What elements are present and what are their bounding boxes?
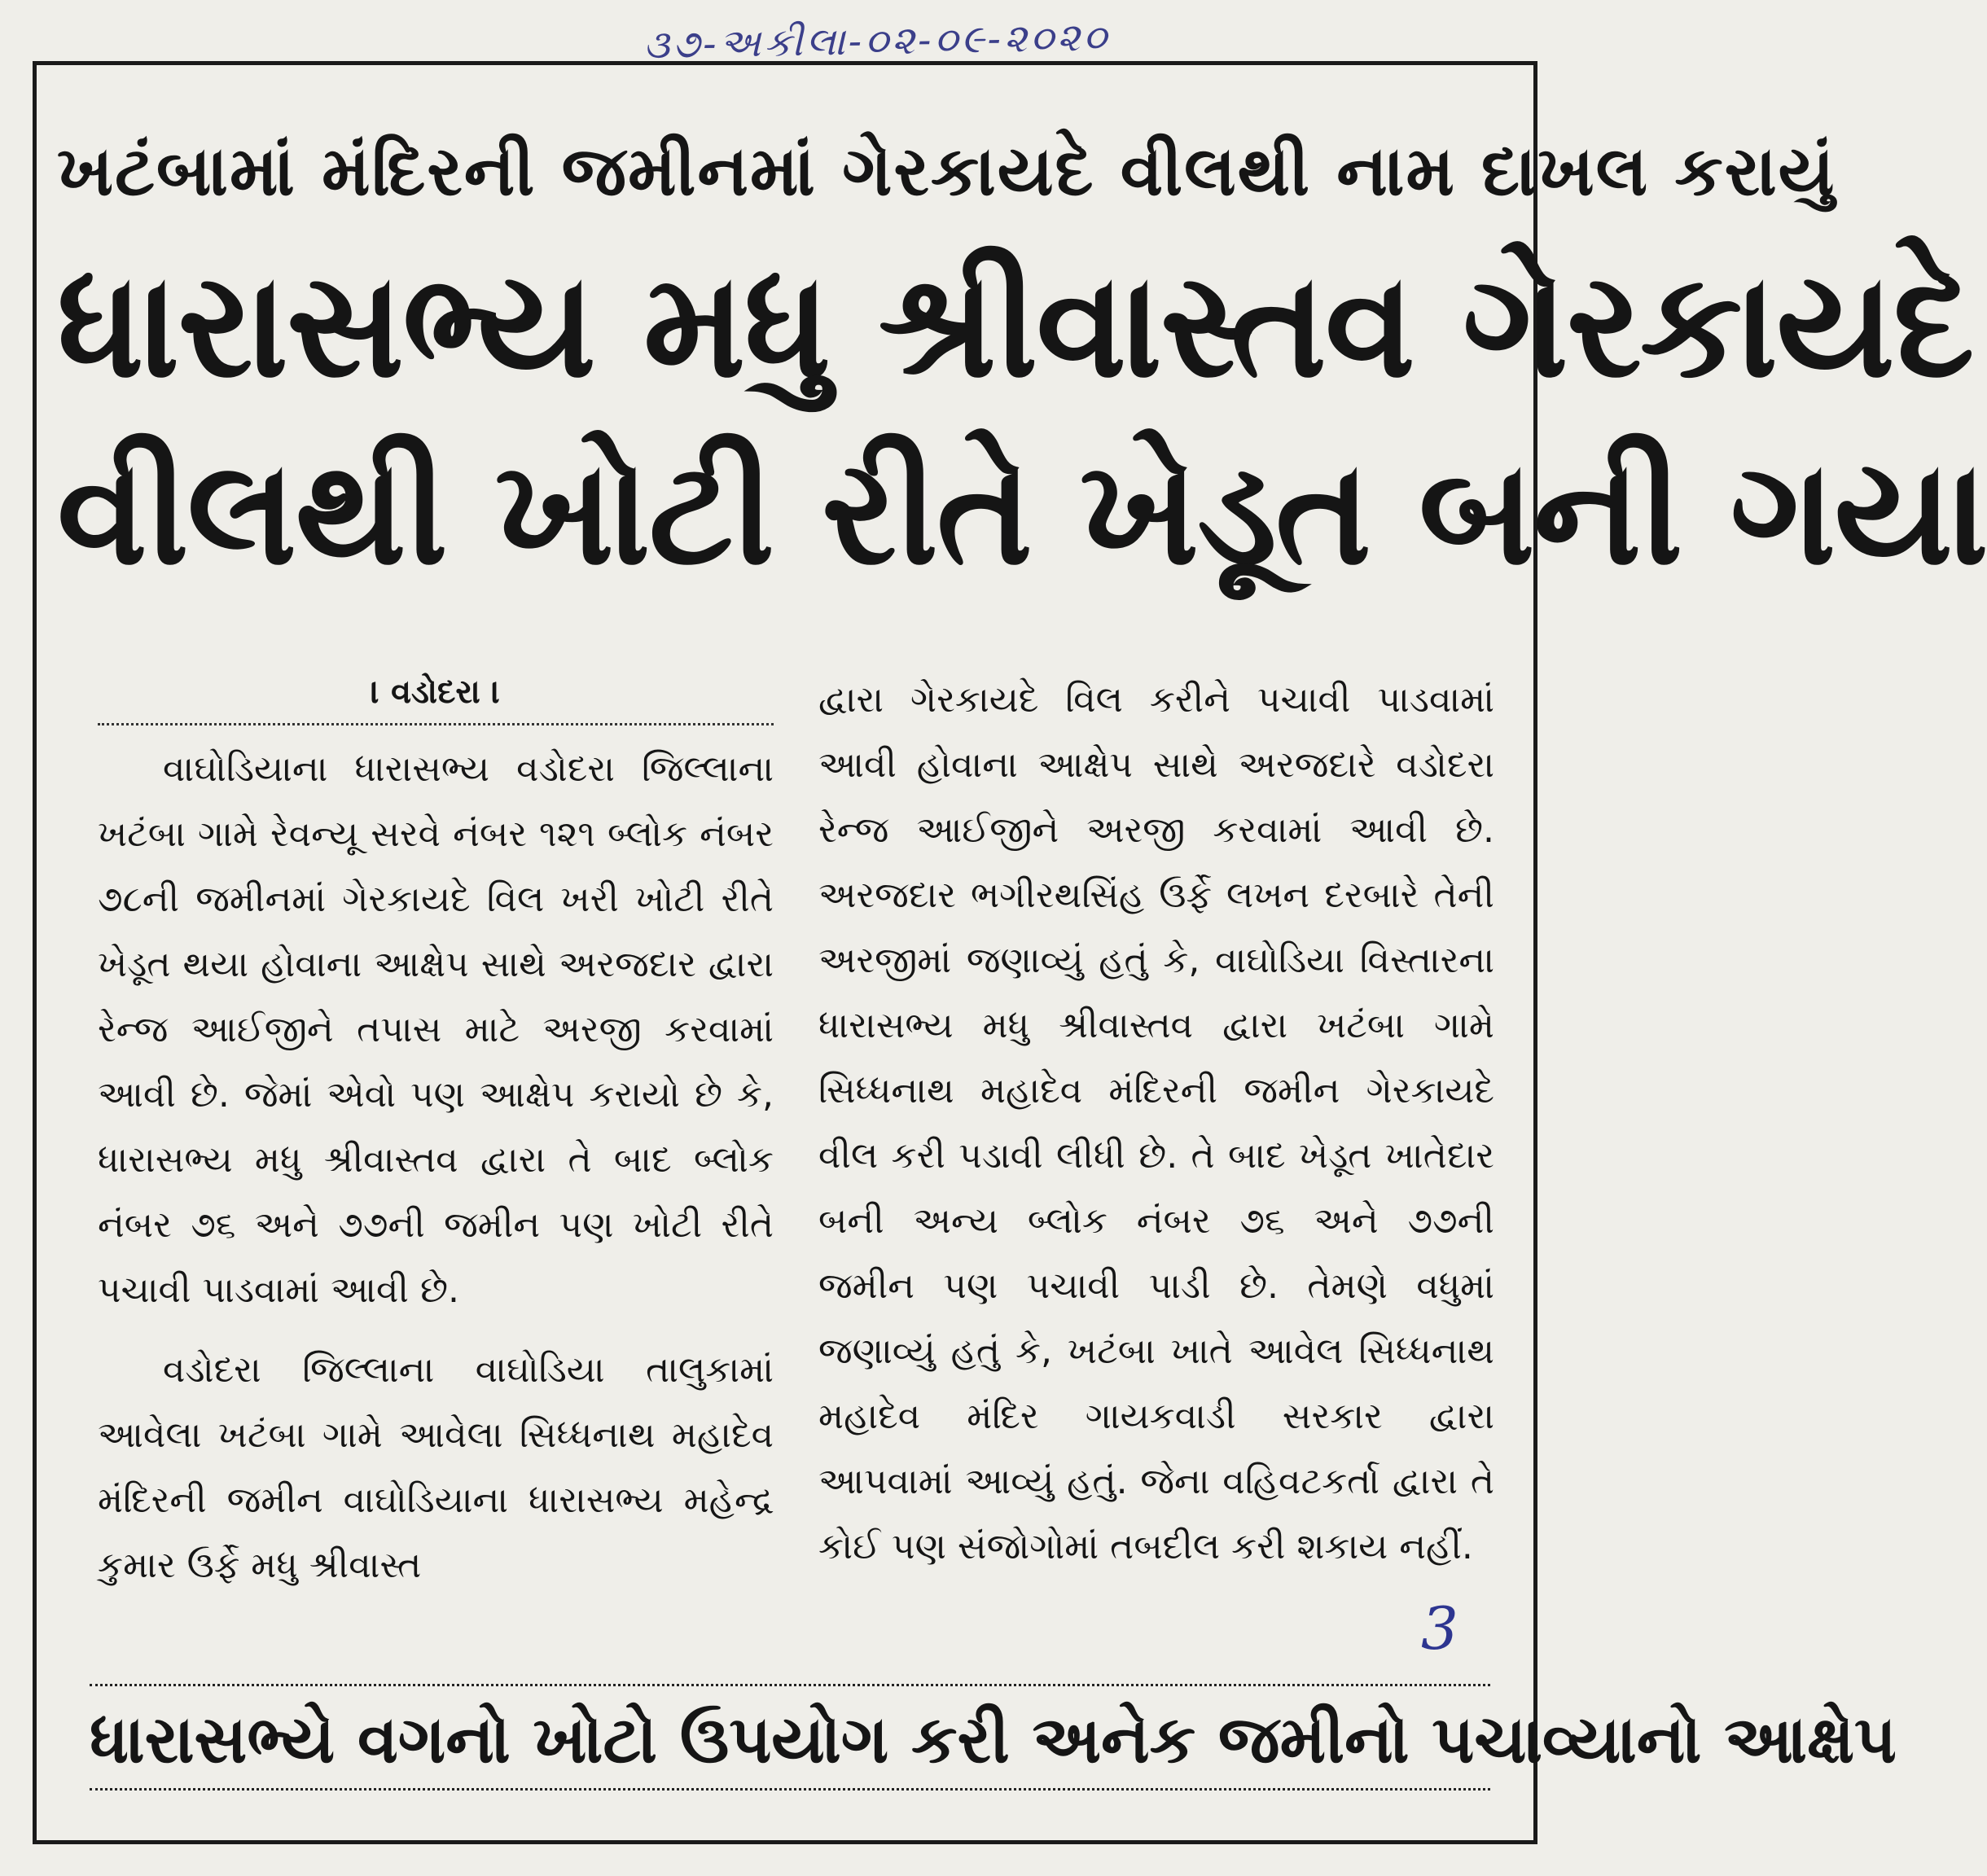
footer-divider-bottom xyxy=(90,1788,1490,1791)
article-kicker: ખટંબામાં મંદિરની જમીનમાં ગેરકાયદે વીલથી નામ દાખલ કરાયું xyxy=(57,131,1836,211)
article-column-right xyxy=(818,668,1494,1669)
footer-headline: ધારાસભ્યે વગનો ખોટો ઉપયોગ કરી અનેક જમીનો પચાવ્યાનો આક્ષેપ xyxy=(90,1702,1897,1777)
headline-line-1: ધારાસભ્ય મધુ શ્રીવાસ્તવ ગેરકાયદે xyxy=(57,241,1973,410)
headline-line-2: વીલથી ખોટી રીતે ખેડૂત બની ગયા xyxy=(57,428,1987,597)
footer-divider-top xyxy=(90,1684,1490,1686)
body-paragraph: વડોદરા જિલ્લાના વાઘોડિયા તાલુકામાં આવેલા ખટંબા ગામે આવેલા સિધ્ધનાથ મહાદેવ મંદિરની જમીન વાઘોડિયાના ધારાસભ્ય મહેન્દ્ર કુમાર ઉર્ફે મધુ શ્રીવાસ્ત xyxy=(98,1349,774,1586)
dateline: । વડોદરા । xyxy=(98,668,774,725)
handwritten-signature-mark: 3 xyxy=(1421,1594,1458,1663)
handwritten-date-note: ૩૭-અકીલા-૦૨-૦૯-૨૦૨૦ xyxy=(643,14,1111,68)
body-paragraph: દ્વારા ગેરકાયદે વિલ કરીને પચાવી પાડવામાં આવી હોવાના આક્ષેપ સાથે અરજદારે વડોદરા રેન્જ આઈજીને અરજી કરવામાં આવી છે. અરજદાર ભગીરથસિંહ ઉર્ફે લખન દરબારે તેની અરજીમાં જણાવ્યું હતું કે, વાઘોડિયા વિસ્તારના ધારાસભ્ય મધુ શ્રીવાસ્તવ દ્વારા ખટંબા ગામે સિધ્ધનાથ મહાદેવ મંદિરની જમીન ગેરકાયદે વીલ કરી પડાવી લીધી છે. તે બાદ ખેડૂત ખાતેદાર બની અન્ય બ્લોક નંબર ૭૬ અને ૭૭ની જમીન પણ પચાવી પાડી છે. તેમણે વધુમાં જણાવ્યું હતું કે, ખટંબા ખાતે આવેલ સિધ્ધનાથ મહાદેવ મંદિર ગાયકવાડી સરકાર દ્વારા આપવામાં આવ્યું હતું. જેના વહિવટકર્તા દ્વારા તે કોઈ પણ સંજોગોમાં તબદીલ કરી શકાય નહીં. xyxy=(818,679,1494,1567)
article-column-left xyxy=(98,668,774,1669)
body-paragraph: વાઘોડિયાના ધારાસભ્ય વડોદરા જિલ્લાના ખટંબા ગામે રેવન્યૂ સરવે નંબર ૧૨૧ બ્લોક નંબર ૭૮ની જમીનમાં ગેરકાયદે વિલ ખરી ખોટી રીતે ખેડૂત થયા હોવાના આક્ષેપ સાથે અરજદાર દ્વારા રેન્જ આઈજીને તપાસ માટે અરજી કરવામાં આવી છે. જેમાં એવો પણ આક્ષેપ કરાયો છે કે, ધારાસભ્ય મધુ શ્રીવાસ્તવ દ્વારા તે બાદ બ્લોક નંબર ૭૬ અને ૭૭ની જમીન પણ ખોટી રીતે પચાવી પાડવામાં આવી છે. xyxy=(98,748,774,1311)
